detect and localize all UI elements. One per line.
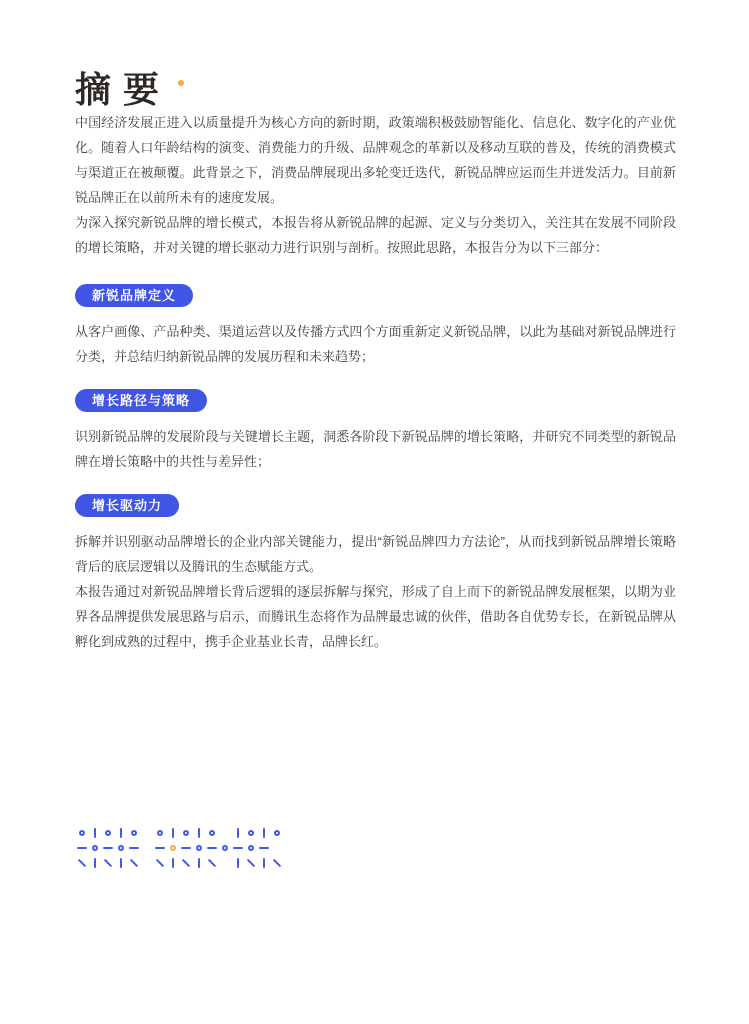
- pattern-row: [75, 856, 676, 869]
- pattern-glyph: [88, 856, 101, 869]
- pattern-glyph: [270, 826, 283, 839]
- section-brand-definition: [75, 284, 676, 369]
- pattern-glyph: [179, 856, 192, 869]
- pattern-glyph: [101, 826, 114, 839]
- pattern-glyph: [127, 826, 140, 839]
- pattern-glyph: [166, 856, 179, 869]
- pattern-glyph: [218, 841, 231, 854]
- pattern-glyph: [101, 841, 114, 854]
- pattern-glyph: [231, 841, 244, 854]
- pattern-glyph: [257, 841, 270, 854]
- pattern-gap: [218, 856, 231, 869]
- badge-row: [75, 494, 676, 517]
- pattern-glyph: [101, 856, 114, 869]
- page-title-text: 摘 要: [75, 69, 161, 110]
- pattern-row: [75, 826, 676, 839]
- pattern-glyph: [114, 841, 127, 854]
- pattern-glyph: [257, 826, 270, 839]
- pattern-glyph: [192, 841, 205, 854]
- pattern-glyph: [75, 841, 88, 854]
- pattern-glyph: [88, 826, 101, 839]
- pattern-glyph: [114, 856, 127, 869]
- badge-growth-path-strategy: 增长路径与策略: [75, 389, 207, 412]
- pattern-glyph: [75, 856, 88, 869]
- badge-row: [75, 284, 676, 307]
- page-title: [75, 70, 676, 110]
- pattern-gap: [218, 826, 231, 839]
- pattern-glyph: [179, 826, 192, 839]
- pattern-glyph: [244, 826, 257, 839]
- section-growth-path-strategy: [75, 389, 676, 474]
- pattern-glyph: [88, 841, 101, 854]
- pattern-gap: [140, 856, 153, 869]
- intro-paragraph-2: 为深入探究新锐品牌的增长模式，本报告将从新锐品牌的起源、定义与分类切入，关注其在发展不同阶段的增长策略，并对关键的增长驱动力进行识别与剖析。按照此思路，本报告分为以下三部分：: [75, 215, 676, 255]
- pattern-glyph: [231, 826, 244, 839]
- pattern-gap: [140, 841, 153, 854]
- closing-paragraph: 本报告通过对新锐品牌增长背后逻辑的逐层拆解与探究，形成了自上而下的新锐品牌发展框架，以期为业界各品牌提供发展思路与启示，而腾讯生态将作为品牌最忠诚的伙伴，借助各自优势专长，在新锐品牌从孵化到成熟的过程中，携手企业基业长青，品牌长红。: [75, 584, 676, 649]
- pattern-glyph: [166, 826, 179, 839]
- pattern-glyph: [75, 826, 88, 839]
- pattern-glyph: [205, 826, 218, 839]
- section-growth-drivers: [75, 494, 676, 579]
- section-brand-definition-body: 从客户画像、产品种类、渠道运营以及传播方式四个方面重新定义新锐品牌，以此为基础对新锐品牌进行分类，并总结归纳新锐品牌的发展历程和未来趋势；: [75, 324, 676, 364]
- pattern-glyph: [244, 856, 257, 869]
- pattern-gap: [140, 826, 153, 839]
- section-growth-path-strategy-body: 识别新锐品牌的发展阶段与关键增长主题，洞悉各阶段下新锐品牌的增长策略，并研究不同类型的新锐品牌在增长策略中的共性与差异性；: [75, 429, 676, 469]
- pattern-glyph: [153, 841, 166, 854]
- badge-growth-drivers: 增长驱动力: [75, 494, 179, 517]
- pattern-glyph: [192, 826, 205, 839]
- pattern-glyph: [127, 856, 140, 869]
- pattern-glyph: [153, 856, 166, 869]
- pattern-glyph: [166, 841, 179, 854]
- pattern-glyph: [244, 841, 257, 854]
- pattern-glyph: [179, 841, 192, 854]
- pattern-glyph: [153, 826, 166, 839]
- pattern-row: [75, 841, 676, 854]
- pattern-glyph: [192, 856, 205, 869]
- pattern-glyph: [114, 826, 127, 839]
- pattern-glyph: [257, 856, 270, 869]
- pattern-glyph: [205, 856, 218, 869]
- decorative-dot-pattern: [75, 826, 676, 869]
- section-growth-drivers-body: 拆解并识别驱动品牌增长的企业内部关键能力，提出“新锐品牌四力方法论”，从而找到新锐品牌增长策略背后的底层逻辑以及腾讯的生态赋能方式。: [75, 534, 676, 574]
- pattern-glyph: [205, 841, 218, 854]
- pattern-glyph: [231, 856, 244, 869]
- pattern-glyph: [270, 856, 283, 869]
- intro-paragraph-1: 中国经济发展正进入以质量提升为核心方向的新时期，政策端积极鼓励智能化、信息化、数字化的产业优化。随着人口年龄结构的演变、消费能力的升级、品牌观念的革新以及移动互联的普及，传统的消费模式与渠道正在被颠覆。此背景之下，消费品牌展现出多轮变迁迭代，新锐品牌应运而生并迸发活力。目前新锐品牌正在以前所未有的速度发展。: [75, 115, 676, 205]
- badge-brand-definition: 新锐品牌定义: [75, 284, 193, 307]
- orange-ring-icon: [178, 80, 184, 86]
- badge-row: [75, 389, 676, 412]
- pattern-glyph: [127, 841, 140, 854]
